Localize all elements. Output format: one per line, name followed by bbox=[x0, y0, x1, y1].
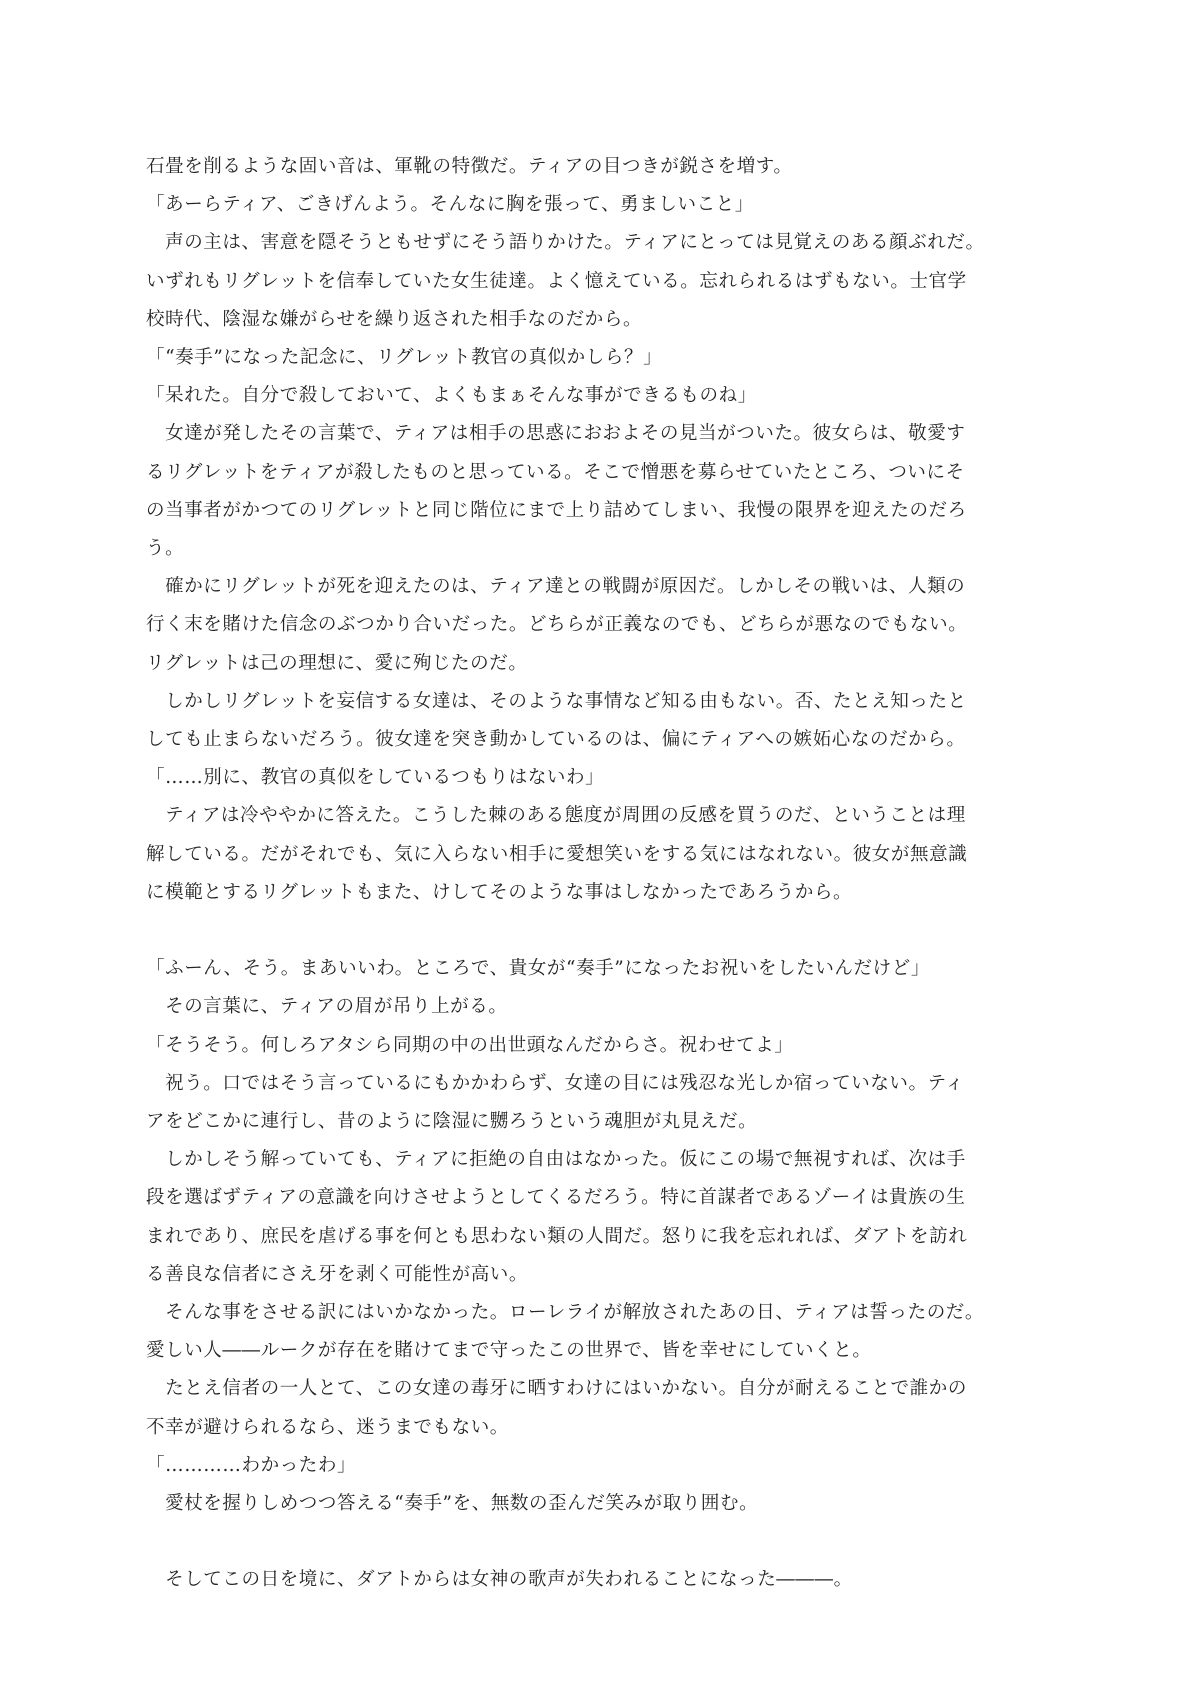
paragraph-break bbox=[146, 1523, 1066, 1561]
text-line: その言葉に、ティアの眉が吊り上がる。 bbox=[146, 996, 508, 1018]
text-line: 「“奏手”になった記念に、リグレット教官の真似かしら？」 bbox=[146, 347, 663, 369]
text-line: るリグレットをティアが殺したものと思っている。そこで憎悪を募らせていたところ、ついにそ bbox=[146, 461, 965, 483]
text-line: る善良な信者にさえ牙を剥く可能性が高い。 bbox=[146, 1263, 529, 1285]
text-line: ティアは冷ややかに答えた。こうした棘のある態度が周囲の反感を買うのだ、ということは理 bbox=[146, 805, 966, 827]
text-line: そんな事をさせる訳にはいかなかった。ローレライが解放されたあの日、ティアは誓ったのだ。 bbox=[146, 1302, 984, 1324]
text-line: う。 bbox=[146, 538, 185, 560]
text-line: 「呆れた。自分で殺しておいて、よくもまぁそんな事ができるものね」 bbox=[146, 385, 757, 407]
text-line: 確かにリグレットが死を迎えたのは、ティア達との戦闘が原因だ。しかしその戦いは、人類の bbox=[146, 576, 966, 598]
text-line: 校時代、陰湿な嫌がらせを繰り返された相手なのだから。 bbox=[146, 308, 643, 330]
text-line: 「ふーん、そう。まあいいわ。ところで、貴女が“奏手”になったお祝いをしたいんだけど」 bbox=[146, 958, 930, 980]
text-line: 女達が発したその言葉で、ティアは相手の思惑におおよその見当がついた。彼女らは、敬愛す bbox=[146, 423, 966, 445]
text-line: に模範とするリグレットもまた、けしてそのような事はしなかったであろうから。 bbox=[146, 881, 853, 903]
text-line: 段を選ばずティアの意識を向けさせようとしてくるだろう。特に首謀者であるゾーイは貴族の生 bbox=[146, 1187, 966, 1209]
text-line: 不幸が避けられるなら、迷うまでもない。 bbox=[146, 1416, 509, 1438]
text-line: 解している。だがそれでも、気に入らない相手に愛想笑いをする気にはなれない。彼女が無意識 bbox=[146, 843, 968, 865]
text-line: 愛杖を握りしめつつ答える“奏手”を、無数の歪んだ笑みが取り囲む。 bbox=[146, 1493, 759, 1515]
text-line: の当事者がかつてのリグレットと同じ階位にまで上り詰めてしまい、我慢の限界を迎えたのだろ bbox=[146, 499, 967, 521]
text-line: 愛しい人――ルークが存在を賭けてまで守ったこの世界で、皆を幸せにしていくと。 bbox=[146, 1340, 872, 1362]
text-line: 石畳を削るような固い音は、軍靴の特徴だ。ティアの目つきが鋭さを増す。 bbox=[146, 156, 793, 177]
text-line: いずれもリグレットを信奉していた女生徒達。よく憶えている。忘れられるはずもない。士官学 bbox=[146, 270, 967, 292]
text-line: アをどこかに連行し、昔のように陰湿に嬲ろうという魂胆が丸見えだ。 bbox=[146, 1111, 758, 1133]
text-line: 「……別に、教官の真似をしているつもりはないわ」 bbox=[146, 767, 605, 789]
text-line: まれであり、庶民を虐げる事を何とも思わない類の人間だ。怒りに我を忘れれば、ダアトを訪れ bbox=[146, 1225, 968, 1247]
document-body bbox=[146, 148, 1066, 1600]
text-line: 声の主は、害意を隠そうともせずにそう語りかけた。ティアにとっては見覚えのある顔ぶれだ。 bbox=[146, 232, 985, 254]
text-line: しかしリグレットを妄信する女達は、そのような事情など知る由もない。否、たとえ知ったと bbox=[146, 690, 967, 712]
text-line: リグレットは己の理想に、愛に殉じたのだ。 bbox=[146, 652, 528, 674]
text-line: 「あーらティア、ごきげんよう。そんなに胸を張って、勇ましいこと」 bbox=[146, 194, 754, 216]
text-line: そしてこの日を境に、ダアトからは女神の歌声が失われることになった―――。 bbox=[146, 1569, 853, 1591]
text-line: しかしそう解っていても、ティアに拒絶の自由はなかった。仮にこの場で無視すれば、次は手 bbox=[146, 1149, 966, 1171]
text-line: 行く末を賭けた信念のぶつかり合いだった。どちらが正義なのでも、どちらが悪なのでもない。 bbox=[146, 614, 968, 636]
text-line: 「…………わかったわ」 bbox=[146, 1454, 357, 1476]
text-line: しても止まらないだろう。彼女達を突き動かしているのは、偏にティアへの嫉妬心なのだから。 bbox=[146, 729, 966, 751]
paragraph-break bbox=[146, 912, 1066, 950]
text-line: 祝う。口ではそう言っているにもかかわらず、女達の目には残忍な光しか宿っていない。ティ bbox=[146, 1072, 965, 1094]
text-line: 「そうそう。何しろアタシら同期の中の出世頭なんだからさ。祝わせてよ」 bbox=[146, 1034, 794, 1056]
text-line: たとえ信者の一人とて、この女達の毒牙に晒すわけにはいかない。自分が耐えることで誰かの bbox=[146, 1378, 967, 1400]
